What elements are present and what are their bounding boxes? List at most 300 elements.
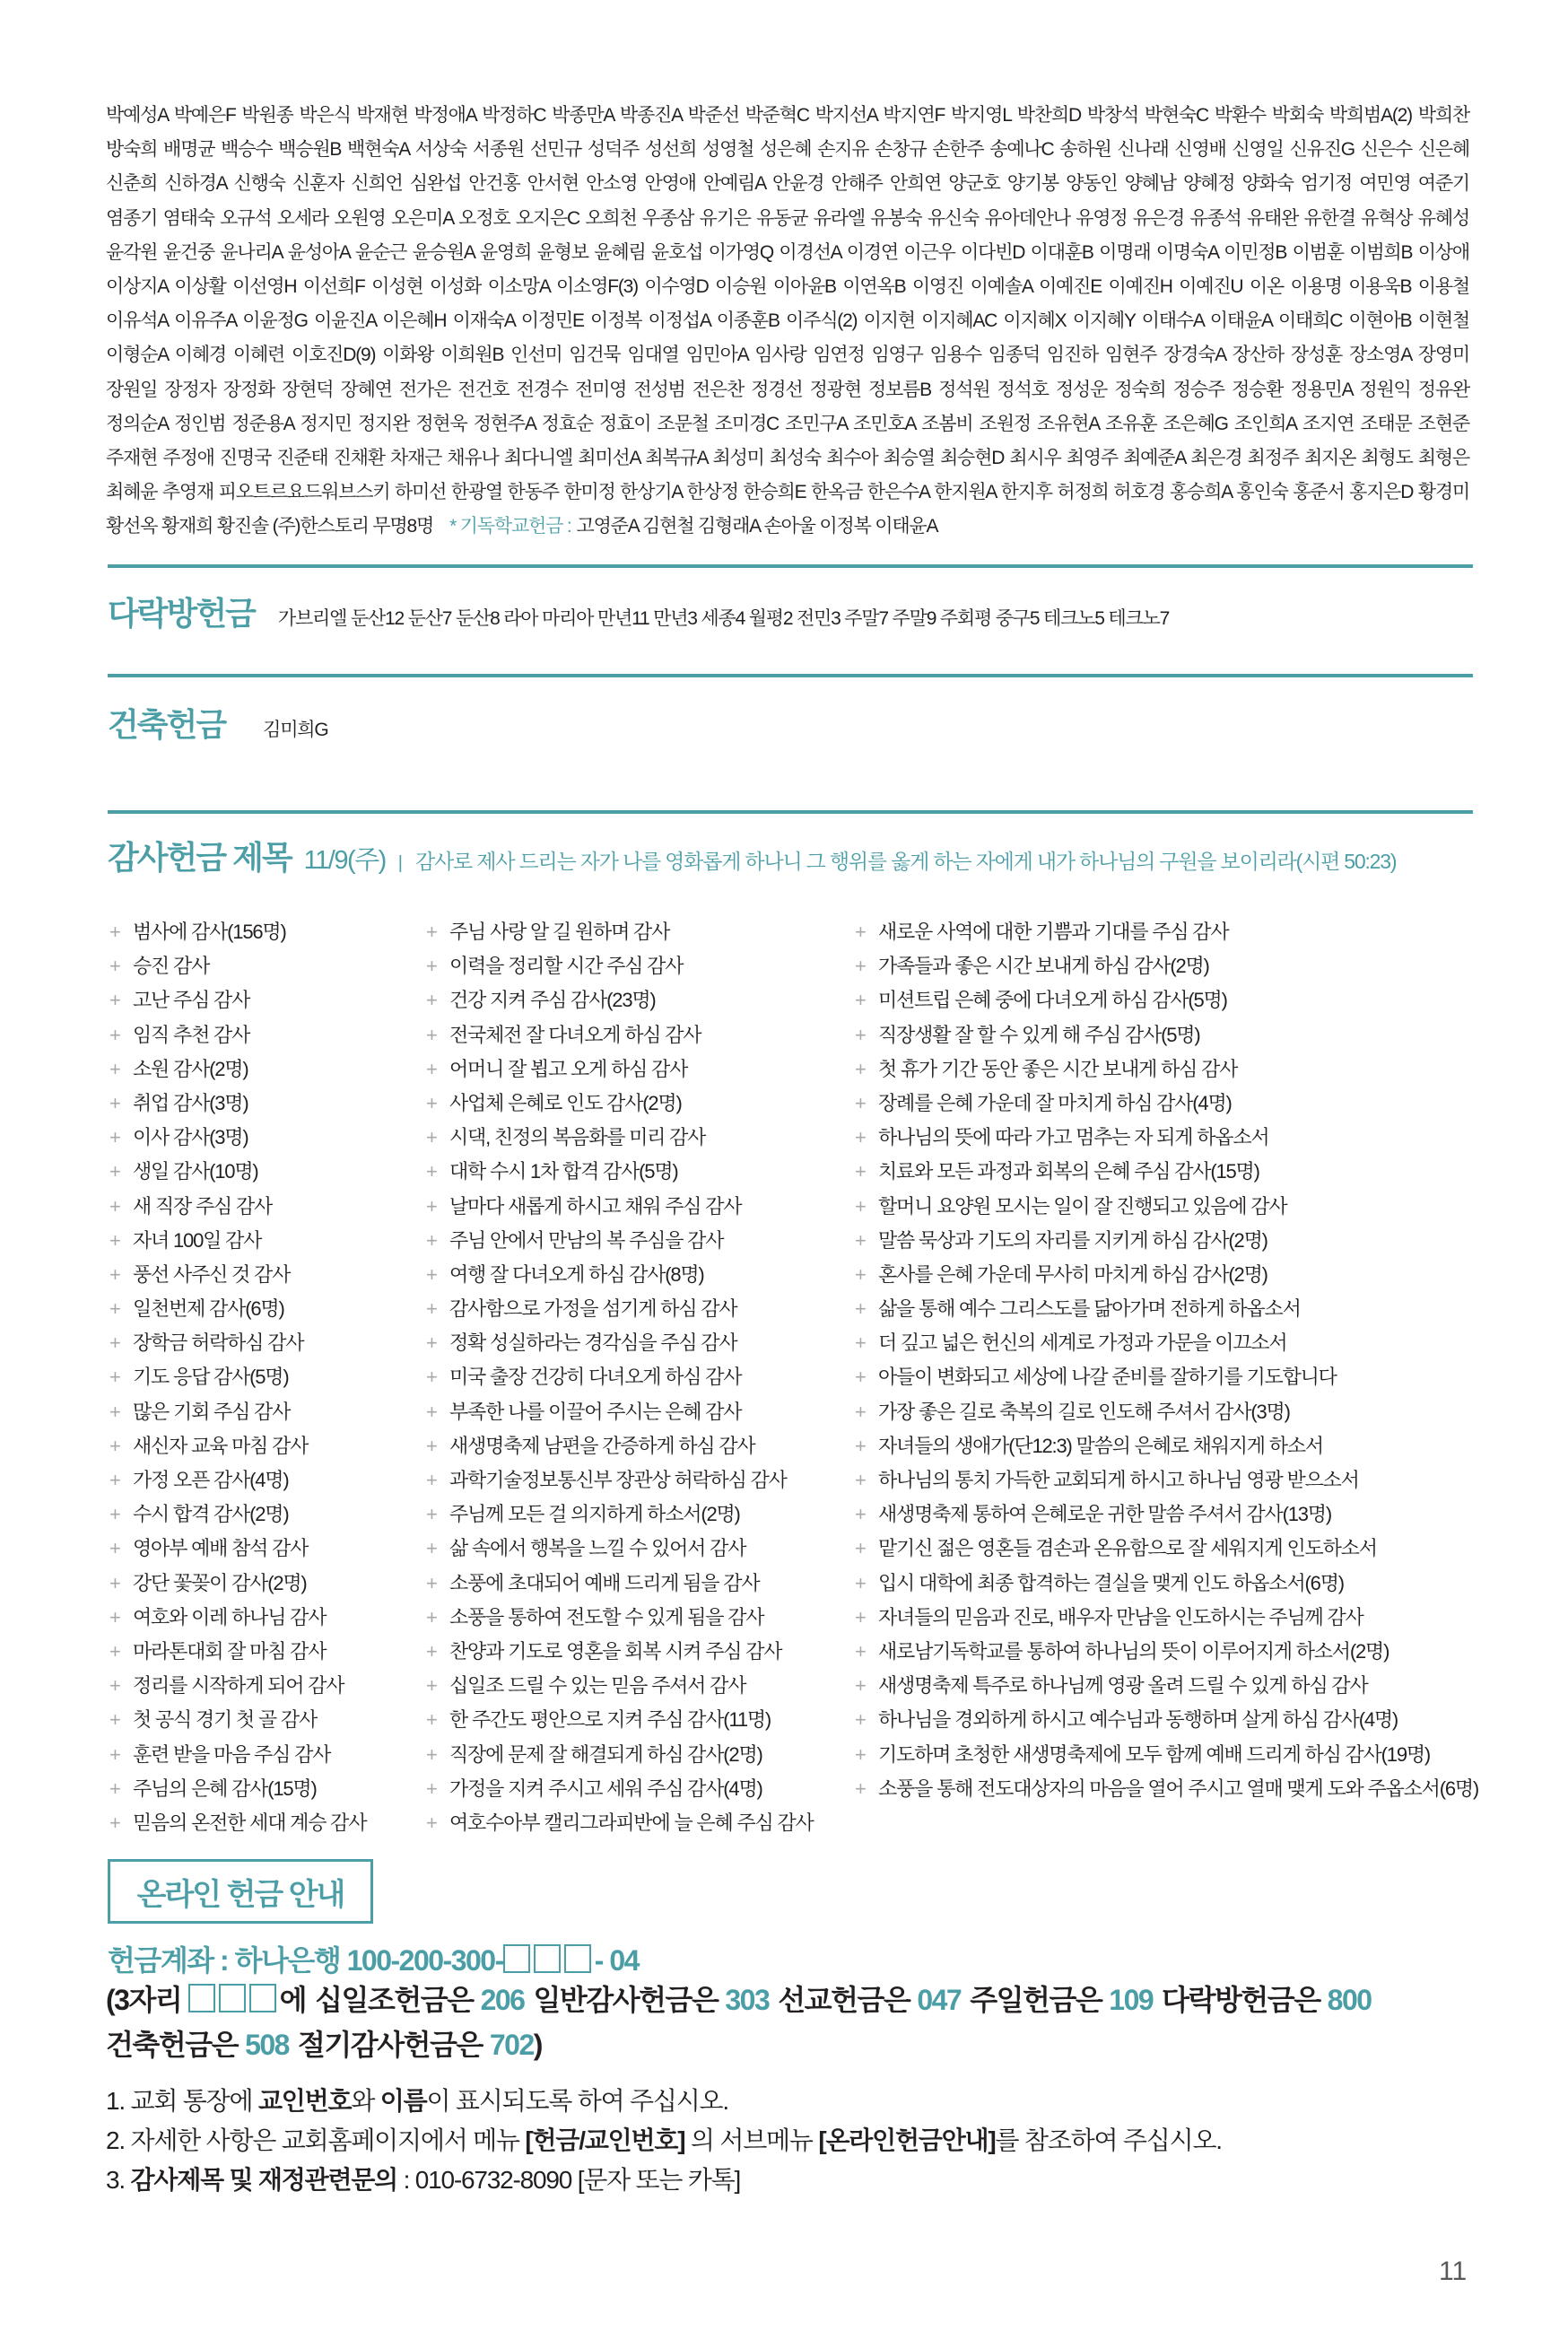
- thanks-item-text: 영아부 예배 참석 감사: [133, 1537, 309, 1560]
- code-number: 508: [245, 2029, 289, 2061]
- thanks-item: [426, 983, 814, 1017]
- thanks-item-text: 소풍을 통하여 전도할 수 있게 됨을 감사: [449, 1605, 764, 1628]
- note-text: 의 서브메뉴: [684, 2126, 819, 2154]
- blank-box-icon: [188, 1984, 215, 2012]
- thanks-title: 감사헌금 제목: [108, 839, 292, 876]
- name-line: 신춘희 신하경A 신행숙 신훈자 신희언 심완섭 안건홍 안서현 안소영 안영애 안예림A 안윤경 안해주 안희연 양군호 양기봉 양동인 양혜남 양혜정 양화숙 엄기정 여민영 여준기: [106, 173, 1469, 195]
- thanks-item-text: 하나님의 뜻에 따라 가고 멈추는 자 되게 하옵소서: [878, 1126, 1269, 1149]
- section-divider: [108, 564, 1473, 568]
- blank-box-icon: [249, 1984, 276, 2012]
- thanks-item: [426, 1224, 814, 1258]
- thanks-item-text: 자녀 100일 감사: [133, 1228, 262, 1252]
- thanks-item-text: 할머니 요양원 모시는 일이 잘 진행되고 있음에 감사: [878, 1194, 1287, 1218]
- name-list: 황선옥 황재희 황진솔 (주)한스토리 무명8명: [106, 516, 434, 537]
- thanks-item-text: 이력을 정리할 시간 주심 감사: [449, 955, 684, 978]
- thanks-item: [426, 1155, 814, 1189]
- thanks-item-text: 주님의 은혜 감사(15명): [133, 1777, 317, 1800]
- thanks-item-text: 과학기술정보통신부 장관상 허락하심 감사: [449, 1469, 787, 1491]
- thanks-item: [426, 1567, 814, 1601]
- thanks-item: [855, 1463, 1478, 1497]
- thanks-item-text: 찬양과 기도로 영혼을 회복 시켜 주심 감사: [449, 1639, 782, 1663]
- thanks-item-text: 더 깊고 넓은 헌신의 세계로 가정과 가문을 이끄소서: [878, 1331, 1287, 1355]
- plus-icon: +: [109, 1262, 120, 1286]
- plus-icon: +: [109, 1297, 120, 1321]
- thanks-item: [109, 1155, 366, 1189]
- name-line: 이유석A 이유주A 이윤정G 이윤진A 이은혜H 이재숙A 이정민E 이정복 이정섭A 이종훈B 이주식(2) 이지현 이지혜AC 이지혜X 이지혜Y 이태수A 이태윤A 이태희C 이현아B 이현철: [106, 310, 1469, 332]
- code-number: 206: [480, 1984, 525, 2016]
- thanks-item-text: 새 직장 주심 감사: [133, 1194, 273, 1218]
- thanks-item-text: 삶 속에서 행복을 느낄 수 있어서 감사: [449, 1537, 746, 1560]
- thanks-item-text: 미국 출장 건강히 다녀오게 하심 감사: [449, 1366, 742, 1389]
- thanks-item-text: 아들이 변화되고 세상에 나갈 준비를 잘하기를 기도합니다: [878, 1366, 1337, 1389]
- darakbang-section: [108, 589, 1169, 634]
- plus-icon: +: [855, 1400, 866, 1423]
- thanks-item-text: 기도하며 초청한 새생명축제에 모두 함께 예배 드리게 하심 감사(19명): [878, 1742, 1431, 1766]
- thanks-item-text: 건강 지켜 주심 감사(23명): [449, 989, 656, 1012]
- thanks-item-text: 여행 잘 다녀오게 하심 감사(8명): [449, 1262, 704, 1286]
- blank-box-icon: [219, 1984, 246, 2012]
- note-text: 1. 교회 통장에: [106, 2087, 258, 2115]
- plus-icon: +: [426, 1469, 437, 1491]
- code-number: 303: [725, 1984, 770, 2016]
- thanks-item: [109, 1224, 366, 1258]
- thanks-item: [855, 1052, 1478, 1087]
- thanks-item-text: 감사함으로 가정을 섬기게 하심 감사: [449, 1297, 737, 1321]
- plus-icon: +: [426, 1262, 437, 1286]
- thanks-item-text: 새생명축제 특주로 하나님께 영광 올려 드릴 수 있게 하심 감사: [878, 1674, 1368, 1698]
- plus-icon: +: [855, 1126, 866, 1149]
- thanks-item-text: 여호수아부 캘리그라피반에 늘 은혜 주심 감사: [449, 1811, 814, 1834]
- note-bold: 교인번호: [257, 2087, 352, 2115]
- plus-icon: +: [109, 955, 120, 978]
- plus-icon: +: [855, 921, 866, 943]
- account-line: [108, 1938, 639, 1979]
- code-label: 다락방헌금은: [1162, 1984, 1320, 2016]
- thanks-item-text: 삶을 통해 예수 그리스도를 닮아가며 전하게 하옵소서: [878, 1297, 1301, 1321]
- online-giving-title: 온라인 헌금 안내: [108, 1859, 373, 1924]
- thanks-item-text: 십일조 드릴 수 있는 믿음 주셔서 감사: [449, 1674, 746, 1698]
- thanks-item-text: 시댁, 친정의 복음화를 미리 감사: [449, 1126, 706, 1149]
- thanks-item-text: 전국체전 잘 다녀오게 하심 감사: [449, 1023, 701, 1046]
- codes-line-2: [106, 2022, 542, 2064]
- thanks-item: [855, 1567, 1478, 1601]
- thanks-item: [109, 1635, 366, 1669]
- plus-icon: +: [109, 1160, 120, 1183]
- thanks-item: [426, 1087, 814, 1121]
- thanks-item-text: 주님께 모든 걸 의지하게 하소서(2명): [449, 1503, 740, 1526]
- thanks-item: [855, 1738, 1478, 1772]
- codes-line-1: [106, 1977, 1372, 2019]
- thanks-item: [109, 1121, 366, 1155]
- thanks-item: [109, 1463, 366, 1497]
- plus-icon: +: [109, 1228, 120, 1252]
- thanks-item: [109, 1258, 366, 1292]
- thanks-item: [109, 1052, 366, 1087]
- plus-icon: +: [426, 1194, 437, 1218]
- thanks-item: [109, 1395, 366, 1429]
- thanks-item: [426, 1292, 814, 1326]
- thanks-item: [426, 1395, 814, 1429]
- thanks-item-text: 장례를 은혜 가운데 잘 마치게 하심 감사(4명): [878, 1091, 1232, 1114]
- thanks-item: [426, 1703, 814, 1737]
- plus-icon: +: [109, 1605, 120, 1628]
- thanks-item-text: 주님 안에서 만남의 복 주심을 감사: [449, 1228, 724, 1252]
- code-label: 주일헌금은: [970, 1984, 1102, 2016]
- plus-icon: +: [855, 1708, 866, 1732]
- thanks-item: [426, 1190, 814, 1224]
- thanks-item-text: 여호와 이레 하나님 감사: [133, 1605, 327, 1628]
- name-line: 염종기 염태숙 오규석 오세라 오원영 오은미A 오정호 오지은C 오희천 우종삼 유기은 유동균 유라엘 유봉숙 유신숙 유아데안나 유영정 유은경 유종석 유태완 유한결 유혁상 유혜성: [106, 207, 1469, 229]
- plus-icon: +: [855, 1091, 866, 1114]
- thanks-item-text: 기도 응답 감사(5명): [133, 1366, 289, 1389]
- thanks-item-text: 범사에 감사(156명): [133, 921, 286, 943]
- thanks-item-text: 임직 추천 감사: [133, 1023, 250, 1046]
- name-line: [106, 510, 1469, 544]
- code-label: 절기감사헌금은: [297, 2029, 483, 2061]
- thanks-item-text: 가족들과 좋은 시간 보내게 하심 감사(2명): [878, 955, 1209, 978]
- thanks-item: [109, 1326, 366, 1360]
- code-number: 047: [917, 1984, 962, 2016]
- thanks-item: [426, 949, 814, 983]
- thanks-item-text: 훈련 받을 마음 주심 감사: [133, 1742, 331, 1766]
- plus-icon: +: [109, 1674, 120, 1698]
- blank-box-icon: [534, 1944, 561, 1973]
- plus-icon: +: [426, 1537, 437, 1560]
- thanks-item: [855, 1601, 1478, 1635]
- thanks-item-text: 직장생활 잘 할 수 있게 해 주심 감사(5명): [878, 1023, 1200, 1046]
- blank-box-icon: [503, 1944, 530, 1973]
- thanks-item-text: 새로남기독학교를 통하여 하나님의 뜻이 이루어지게 하소서(2명): [878, 1639, 1389, 1663]
- plus-icon: +: [109, 1434, 120, 1457]
- name-line: 주재현 주정애 진명국 진준태 진채환 차재근 채유나 최다니엘 최미선A 최복규A 최성미 최성숙 최수아 최승열 최승현D 최시우 최영주 최예준A 최은경 최정주 최지온 최형도 최형은: [106, 447, 1469, 468]
- thanks-item: [855, 1292, 1478, 1326]
- thanks-column-2: [426, 915, 814, 1840]
- note-text: 와: [351, 2087, 380, 2115]
- thanks-item: [855, 1018, 1478, 1052]
- thanks-item-text: 어머니 잘 뵙고 오게 하심 감사: [449, 1057, 688, 1080]
- plus-icon: +: [855, 1469, 866, 1491]
- plus-icon: +: [109, 1469, 120, 1491]
- name-line: 정의순A 정인범 정준용A 정지민 정지완 정현욱 정현주A 정효순 정효이 조문철 조미경C 조민구A 조민호A 조봄비 조원정 조유현A 조유훈 조은혜G 조인희A 조지연 조태문 조현준: [106, 413, 1469, 434]
- thanks-item-text: 대학 수시 1차 합격 감사(5명): [449, 1160, 678, 1183]
- note-text: : 010-6732-8090 [문자 또는 카톡]: [397, 2166, 741, 2194]
- plus-icon: +: [426, 1160, 437, 1183]
- thanks-item: [426, 1360, 814, 1394]
- plus-icon: +: [855, 1571, 866, 1594]
- name-line: 윤각원 윤건중 윤나리A 윤성아A 윤순근 윤승원A 윤영희 윤형보 윤혜림 윤호섭 이가영Q 이경선A 이경연 이근우 이다빈D 이대훈B 이명래 이명숙A 이민정B 이범훈 이범희B 이상애: [106, 241, 1469, 263]
- thanks-header: [108, 833, 1396, 878]
- plus-icon: +: [109, 1194, 120, 1218]
- thanks-item: [855, 949, 1478, 983]
- thanks-item: [426, 1738, 814, 1772]
- account-suffix: - 04: [594, 1944, 639, 1977]
- thanks-item: [109, 949, 366, 983]
- building-list: 김미희G: [263, 720, 328, 740]
- thanks-item-text: 첫 휴가 기간 동안 좋은 시간 보내게 하심 감사: [878, 1057, 1238, 1080]
- thanks-item-text: 가정을 지켜 주시고 세워 주심 감사(4명): [449, 1777, 762, 1800]
- thanks-item-text: 가장 좋은 길로 축복의 길로 인도해 주셔서 감사(3명): [878, 1400, 1290, 1423]
- plus-icon: +: [109, 1777, 120, 1800]
- thanks-item: [855, 1703, 1478, 1737]
- building-title: 건축헌금: [108, 706, 226, 743]
- thanks-item: [855, 1429, 1478, 1463]
- thanks-item-text: 소풍을 통해 전도대상자의 마음을 열어 주시고 열매 맺게 도와 주옵소서(6명): [878, 1777, 1479, 1800]
- plus-icon: +: [426, 1228, 437, 1252]
- thanks-item: [109, 1567, 366, 1601]
- plus-icon: +: [109, 1023, 120, 1046]
- thanks-date: 11/9(주): [303, 846, 386, 875]
- thanks-item: [109, 1532, 366, 1566]
- plus-icon: +: [109, 1366, 120, 1389]
- thanks-item: [855, 915, 1478, 949]
- plus-icon: +: [855, 1537, 866, 1560]
- darakbang-title: 다락방헌금: [108, 595, 255, 632]
- thanks-item-text: 주님 사랑 알 길 원하며 감사: [449, 921, 670, 943]
- plus-icon: +: [109, 1742, 120, 1766]
- plus-icon: +: [855, 1023, 866, 1046]
- thanks-item-text: 강단 꽃꽂이 감사(2명): [133, 1571, 307, 1594]
- thanks-item-text: 새로운 사역에 대한 기쁨과 기대를 주심 감사: [878, 921, 1229, 943]
- thanks-item-text: 첫 공식 경기 첫 골 감사: [133, 1708, 318, 1732]
- plus-icon: +: [426, 1023, 437, 1046]
- thanks-item: [426, 1463, 814, 1497]
- thanks-item-text: 소원 감사(2명): [133, 1057, 248, 1080]
- thanks-item-text: 승진 감사: [133, 955, 210, 978]
- thanks-item-text: 믿음의 온전한 세대 계승 감사: [133, 1811, 367, 1834]
- thanks-item-text: 말씀 묵상과 기도의 자리를 지키게 하심 감사(2명): [878, 1228, 1267, 1252]
- school-offering-label: * 기독학교헌금 :: [449, 516, 571, 537]
- plus-icon: +: [109, 1091, 120, 1114]
- thanks-column-3: [855, 915, 1478, 1806]
- plus-icon: +: [426, 1057, 437, 1080]
- plus-icon: +: [855, 1777, 866, 1800]
- thanks-item: [426, 1669, 814, 1703]
- thanks-item: [109, 1087, 366, 1121]
- thanks-item-text: 수시 합격 감사(2명): [133, 1503, 289, 1526]
- plus-icon: +: [109, 1503, 120, 1526]
- plus-icon: +: [855, 1262, 866, 1286]
- plus-icon: +: [426, 1331, 437, 1355]
- plus-icon: +: [109, 1126, 120, 1149]
- thanks-item: [109, 915, 366, 949]
- thanks-item-text: 취업 감사(3명): [133, 1091, 248, 1114]
- thanks-item: [109, 1018, 366, 1052]
- thanks-item: [855, 1360, 1478, 1394]
- plus-icon: +: [855, 1160, 866, 1183]
- codes-prefix: (3자리: [106, 1984, 182, 2016]
- plus-icon: +: [426, 921, 437, 943]
- plus-icon: +: [426, 1091, 437, 1114]
- thanks-item: [426, 1052, 814, 1087]
- thanks-item-text: 새신자 교육 마침 감사: [133, 1434, 309, 1457]
- thanks-item-text: 새생명축제 통하여 은혜로운 귀한 말씀 주셔서 감사(13명): [878, 1503, 1331, 1526]
- codes-suffix: 에: [279, 1984, 307, 2016]
- plus-icon: +: [109, 1571, 120, 1594]
- thanks-item: [855, 1532, 1478, 1566]
- plus-icon: +: [426, 1777, 437, 1800]
- plus-icon: +: [855, 1194, 866, 1218]
- thanks-item: [109, 1772, 366, 1806]
- thanks-item: [426, 1429, 814, 1463]
- plus-icon: +: [855, 1639, 866, 1663]
- code-number: 800: [1327, 1984, 1372, 2016]
- thanks-item-text: 한 주간도 평안으로 지켜 주심 감사(11명): [449, 1708, 771, 1732]
- thanks-item: [426, 1121, 814, 1155]
- codes-close: ): [533, 2029, 542, 2061]
- plus-icon: +: [426, 1674, 437, 1698]
- thanks-item-text: 자녀들의 믿음과 진로, 배우자 만남을 인도하시는 주님께 감사: [878, 1605, 1363, 1628]
- plus-icon: +: [426, 1400, 437, 1423]
- note-text: 2. 자세한 사항은 교회홈페이지에서 메뉴: [106, 2126, 526, 2154]
- note-bold: 감사제목 및 재정관련문의: [130, 2166, 398, 2194]
- plus-icon: +: [426, 955, 437, 978]
- thanks-item: [855, 1224, 1478, 1258]
- thanks-item-text: 정리를 시작하게 되어 감사: [133, 1674, 344, 1698]
- plus-icon: +: [426, 1297, 437, 1321]
- thanks-item: [426, 1806, 814, 1840]
- plus-icon: +: [109, 1537, 120, 1560]
- plus-icon: +: [855, 1742, 866, 1766]
- thanks-item: [109, 1703, 366, 1737]
- thanks-item-text: 소풍에 초대되어 예배 드리게 됨을 감사: [449, 1571, 760, 1594]
- code-label: 십일조헌금은: [315, 1984, 474, 2016]
- thanks-item-text: 마라톤대회 잘 마침 감사: [133, 1639, 327, 1663]
- thanks-item-text: 새생명축제 남편을 간증하게 하심 감사: [449, 1434, 755, 1457]
- plus-icon: +: [426, 1811, 437, 1834]
- plus-icon: +: [855, 955, 866, 978]
- code-label: 건축헌금은: [106, 2029, 239, 2061]
- thanks-item: [109, 1429, 366, 1463]
- code-label: 일반감사헌금은: [533, 1984, 719, 2016]
- plus-icon: +: [855, 1057, 866, 1080]
- note-3: [106, 2161, 740, 2196]
- darakbang-list: 가브리엘 둔산12 둔산7 둔산8 라아 마리아 만년11 만년3 세종4 월평2 전민3 주말7 주말9 주회평 중구5 테크노5 테크노7: [277, 608, 1170, 629]
- plus-icon: +: [109, 1331, 120, 1355]
- name-line: 방숙희 배명균 백승수 백승원B 백현숙A 서상숙 서종원 선민규 성덕주 성선희 성영철 성은혜 손지유 손창규 손한주 송예나C 송하원 신나래 신영배 신영일 신유진G 신은수 신은혜: [106, 139, 1469, 161]
- thanks-item-text: 사업체 은혜로 인도 감사(2명): [449, 1091, 682, 1114]
- thanks-item-text: 하나님의 통치 가득한 교회되게 하시고 하나님 영광 받으소서: [878, 1469, 1359, 1491]
- thanks-item-text: 미션트립 은혜 중에 다녀오게 하심 감사(5명): [878, 989, 1227, 1012]
- plus-icon: +: [426, 1742, 437, 1766]
- plus-icon: +: [109, 1639, 120, 1663]
- thanks-item: [855, 1121, 1478, 1155]
- thanks-item: [426, 1772, 814, 1806]
- name-line: 장원일 장정자 장정화 장현덕 장혜연 전가은 전건호 전경수 전미영 전성범 전은찬 정경선 정광현 정보름B 정석원 정석호 정성운 정숙희 정승주 정승환 정용민A 정원익 정유완: [106, 379, 1469, 400]
- thanks-item-text: 정확 성실하라는 경각심을 주심 감사: [449, 1331, 737, 1355]
- thanks-item: [426, 1258, 814, 1292]
- plus-icon: +: [426, 1503, 437, 1526]
- plus-icon: +: [109, 1708, 120, 1732]
- code-label: 선교헌금은: [778, 1984, 910, 2016]
- thanks-item-text: 직장에 문제 잘 해결되게 하심 감사(2명): [449, 1742, 762, 1766]
- thanks-item: [855, 1155, 1478, 1189]
- plus-icon: +: [426, 1126, 437, 1149]
- thanks-item-text: 자녀들의 생애가(단12:3) 말씀의 은혜로 채워지게 하소서: [878, 1434, 1323, 1457]
- thanks-item: [855, 1087, 1478, 1121]
- thanks-item: [109, 1806, 366, 1840]
- donor-names: [106, 99, 1469, 544]
- thanks-item-text: 맡기신 젊은 영혼들 겸손과 온유함으로 잘 세워지게 인도하소서: [878, 1537, 1377, 1560]
- building-section: [108, 700, 328, 746]
- thanks-item: [109, 1669, 366, 1703]
- note-text: 이 표시되도록 하여 주십시오.: [426, 2087, 728, 2115]
- plus-icon: +: [426, 1639, 437, 1663]
- thanks-item-text: 고난 주심 감사: [133, 989, 250, 1012]
- thanks-item-text: 생일 감사(10명): [133, 1160, 258, 1183]
- thanks-item-text: 풍선 사주신 것 감사: [133, 1262, 291, 1286]
- plus-icon: +: [855, 1605, 866, 1628]
- plus-icon: +: [855, 1503, 866, 1526]
- plus-icon: +: [426, 989, 437, 1012]
- plus-icon: +: [426, 1571, 437, 1594]
- thanks-item: [855, 1772, 1478, 1806]
- plus-icon: +: [109, 1057, 120, 1080]
- thanks-item: [109, 1601, 366, 1635]
- plus-icon: +: [855, 1434, 866, 1457]
- plus-icon: +: [109, 989, 120, 1012]
- plus-icon: +: [855, 1297, 866, 1321]
- code-number: 702: [489, 2029, 534, 2061]
- plus-icon: +: [426, 1605, 437, 1628]
- name-line: 이상지A 이상활 이선영H 이선희F 이성현 이성화 이소망A 이소영F(3) 이수영D 이승원 이아윤B 이연옥B 이영진 이예솔A 이예진E 이예진H 이예진U 이온 이용명 이용욱B 이용철: [106, 275, 1469, 297]
- thanks-item-text: 이사 감사(3명): [133, 1126, 248, 1149]
- school-offering-names: 고영준A 김현철 김형래A 손아울 이정복 이태윤A: [576, 516, 938, 537]
- note-bold: [온라인헌금안내]: [818, 2126, 996, 2154]
- plus-icon: +: [855, 1674, 866, 1698]
- note-text: 3.: [106, 2166, 131, 2194]
- plus-icon: +: [109, 1811, 120, 1834]
- thanks-item-text: 입시 대학에 최종 합격하는 결실을 맺게 인도 하옵소서(6명): [878, 1571, 1344, 1594]
- section-divider: [108, 674, 1473, 677]
- thanks-item: [426, 1532, 814, 1566]
- plus-icon: +: [109, 1400, 120, 1423]
- name-line: 최혜윤 추영재 피오트르요드워브스키 하미선 한광열 한동주 한미정 한상기A 한상정 한승희E 한옥금 한은수A 한지원A 한지후 허정희 허호경 홍승희A 홍인숙 홍준서 홍지은D 황경미: [106, 482, 1469, 503]
- thanks-item: [855, 1190, 1478, 1224]
- thanks-item: [109, 1190, 366, 1224]
- thanks-item-text: 날마다 새롭게 하시고 채워 주심 감사: [449, 1194, 742, 1218]
- thanks-item: [855, 1497, 1478, 1532]
- thanks-item: [426, 915, 814, 949]
- thanks-verse: 감사로 제사 드리는 자가 나를 영화롭게 하나니 그 행위를 옳게 하는 자에게 내가 하나님의 구원을 보이리라(시편 50:23): [415, 850, 1397, 873]
- thanks-item: [426, 1018, 814, 1052]
- thanks-item-text: 치료와 모든 과정과 회복의 은혜 주심 감사(15명): [878, 1160, 1259, 1183]
- thanks-item-text: 일천번제 감사(6명): [133, 1297, 284, 1321]
- plus-icon: +: [109, 921, 120, 943]
- thanks-item-text: 장학금 허락하심 감사: [133, 1331, 304, 1355]
- thanks-item: [109, 1738, 366, 1772]
- thanks-item: [855, 1258, 1478, 1292]
- thanks-item: [109, 1360, 366, 1394]
- name-line: 이형순A 이혜경 이혜련 이호진D(9) 이화왕 이희원B 인선미 임건묵 임대열 임민아A 임사랑 임연정 임영구 임용수 임종덕 임진하 임현주 장경숙A 장산하 장성훈 장소영A 장영미: [106, 345, 1469, 366]
- thanks-item: [855, 1326, 1478, 1360]
- note-bold: [헌금/교인번호]: [525, 2126, 685, 2154]
- plus-icon: +: [426, 1366, 437, 1389]
- thanks-item: [426, 1601, 814, 1635]
- thanks-item-text: 많은 기회 주심 감사: [133, 1400, 291, 1423]
- account-label: 헌금계좌 : 하나은행 100-200-300-: [108, 1944, 503, 1977]
- page-number: 11: [1439, 2257, 1468, 2286]
- plus-icon: +: [855, 1331, 866, 1355]
- plus-icon: +: [426, 1708, 437, 1732]
- thanks-item: [109, 983, 366, 1017]
- thanks-item: [855, 1635, 1478, 1669]
- plus-icon: +: [855, 989, 866, 1012]
- thanks-item: [426, 1497, 814, 1532]
- thanks-item: [855, 983, 1478, 1017]
- plus-icon: +: [855, 1228, 866, 1252]
- thanks-item-text: 혼사를 은혜 가운데 무사히 마치게 하심 감사(2명): [878, 1262, 1267, 1286]
- plus-icon: +: [855, 1366, 866, 1389]
